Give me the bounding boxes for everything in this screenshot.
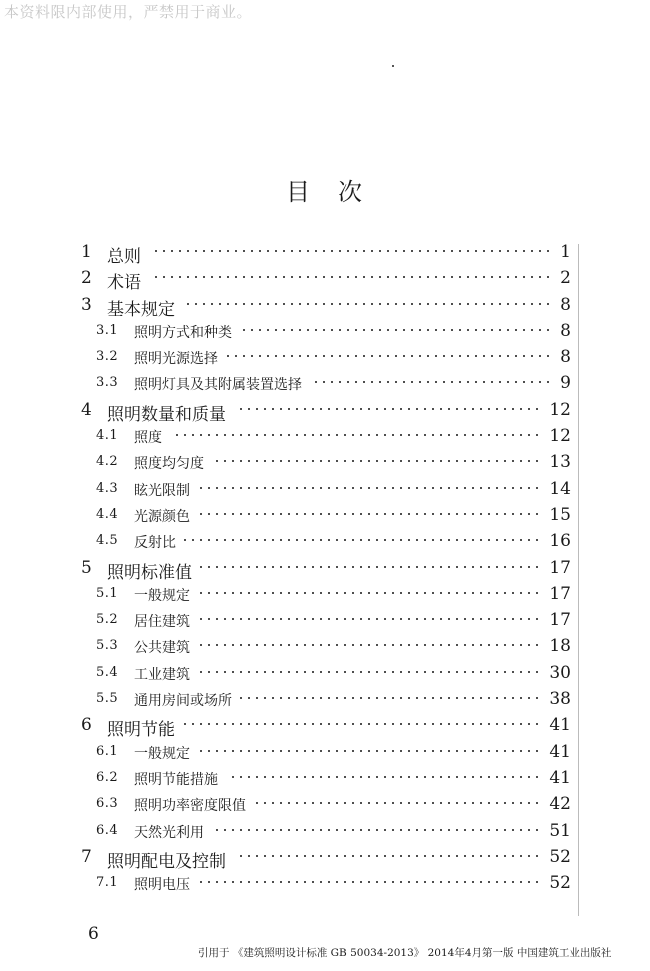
toc-entry-number: 5.4: [96, 664, 119, 680]
scan-edge-rule: [578, 244, 580, 916]
toc-entry-title: 反射比: [134, 535, 176, 552]
toc-dot-leader: [198, 644, 541, 646]
toc-entry-number: 6.2: [96, 769, 119, 785]
toc-entry-title: 总则: [107, 247, 141, 267]
toc-entry-number: 6.4: [96, 822, 119, 838]
toc-entry-title: 一般规定: [134, 745, 190, 762]
toc-dot-leader: [198, 592, 541, 594]
toc-dot-leader: [310, 381, 552, 383]
toc-dot-leader: [184, 539, 541, 541]
toc-entry-number: 3.2: [96, 349, 119, 365]
toc-entry-page: 9: [560, 373, 571, 394]
toc-entry-page: 41: [549, 715, 571, 736]
toc-section-entry[interactable]: [0, 475, 650, 501]
toc-entry-page: 12: [549, 426, 571, 447]
toc-dot-leader: [254, 802, 541, 804]
toc-section-entry[interactable]: [0, 501, 650, 527]
toc-chapter-entry[interactable]: [0, 264, 650, 294]
toc-dot-leader: [198, 881, 541, 883]
toc-entry-number: 2: [81, 268, 92, 289]
toc-entry-page: 2: [560, 268, 571, 289]
toc-entry-page: 8: [560, 294, 571, 315]
toc-dot-leader: [212, 460, 541, 462]
toc-dot-leader: [240, 697, 541, 699]
toc-dot-leader: [198, 671, 541, 673]
toc-dot-leader: [234, 408, 541, 410]
toc-entry-title: 照明节能措施: [134, 771, 218, 788]
toc-entry-number: 7.1: [96, 875, 119, 891]
toc-chapter-entry[interactable]: [0, 843, 650, 872]
scan-speck: [392, 65, 394, 67]
toc-entry-number: 4: [81, 399, 92, 420]
toc-entry-number: 3.3: [96, 375, 119, 391]
toc-entry-page: 38: [549, 689, 571, 710]
toc-entry-page: 18: [549, 636, 571, 657]
toc-entry-number: 5.3: [96, 638, 119, 654]
toc-section-entry[interactable]: [0, 790, 650, 816]
toc-entry-number: 4.4: [96, 506, 119, 522]
toc-dot-leader: [149, 276, 552, 278]
toc-entry-title: 照度: [134, 430, 162, 447]
toc-entry-number: 3: [81, 294, 92, 315]
toc-entry-number: 1: [81, 242, 92, 262]
toc-chapter-entry[interactable]: [0, 711, 650, 741]
toc-section-entry[interactable]: [0, 764, 650, 790]
toc-chapter-entry[interactable]: [0, 238, 650, 267]
toc-section-entry[interactable]: [0, 659, 650, 685]
toc-entry-number: 7: [81, 846, 92, 867]
citation-footer: 引用于 《建筑照明设计标准 GB 50034-2013》 2014年4月第一版 中国建筑工业出版社: [198, 947, 612, 959]
toc-chapter-entry[interactable]: [0, 396, 650, 425]
toc-dot-leader: [226, 355, 552, 357]
toc-dot-leader: [234, 855, 541, 857]
toc-dot-leader: [149, 250, 552, 252]
toc-section-entry[interactable]: [0, 685, 650, 711]
table-of-contents: [0, 238, 650, 895]
toc-entry-title: 一般规定: [134, 587, 190, 604]
toc-entry-page: 17: [549, 557, 571, 578]
toc-entry-title: 通用房间或场所: [134, 693, 232, 710]
toc-entry-page: 15: [549, 504, 571, 525]
toc-dot-leader: [212, 829, 541, 831]
toc-entry-page: 12: [549, 399, 571, 420]
toc-entry-number: 6.3: [96, 796, 119, 812]
toc-entry-title: 基本规定: [107, 299, 175, 320]
toc-dot-leader: [198, 750, 541, 752]
toc-dot-leader: [198, 618, 541, 620]
toc-dot-leader: [200, 566, 541, 568]
toc-entry-page: 17: [549, 610, 571, 631]
toc-entry-title: 照明方式和种类: [134, 324, 232, 341]
toc-entry-page: 41: [549, 767, 571, 788]
toc-section-entry[interactable]: [0, 817, 650, 843]
toc-entry-title: 照明数量和质量: [107, 404, 226, 425]
toc-entry-number: 4.3: [96, 480, 119, 496]
toc-dot-leader: [183, 303, 552, 305]
toc-section-entry[interactable]: [0, 632, 650, 658]
toc-entry-number: 6.1: [96, 743, 119, 759]
toc-entry-title: 照明节能: [107, 720, 175, 741]
toc-section-entry[interactable]: [0, 606, 650, 632]
toc-entry-page: 8: [560, 347, 571, 368]
toc-entry-page: 8: [560, 320, 571, 341]
toc-chapter-entry[interactable]: [0, 291, 650, 320]
toc-entry-number: 6: [81, 715, 92, 736]
toc-section-entry[interactable]: [0, 317, 650, 343]
toc-entry-number: 5.5: [96, 691, 119, 707]
toc-dot-leader: [240, 329, 552, 331]
toc-section-entry[interactable]: [0, 422, 650, 448]
toc-entry-number: 5.1: [96, 585, 119, 601]
page-title: 目 次: [286, 178, 364, 206]
toc-entry-title: 居住建筑: [134, 614, 190, 631]
toc-entry-page: 14: [549, 478, 571, 499]
toc-entry-number: 5.2: [96, 612, 119, 628]
toc-section-entry[interactable]: [0, 369, 650, 395]
toc-entry-title: 照度均匀度: [134, 456, 204, 473]
toc-entry-page: 52: [549, 846, 571, 867]
toc-entry-page: 16: [549, 531, 571, 552]
toc-entry-number: 4.1: [96, 428, 119, 444]
toc-entry-page: 1: [560, 242, 571, 262]
toc-dot-leader: [183, 723, 541, 725]
toc-entry-title: 天然光利用: [134, 824, 204, 841]
toc-section-entry[interactable]: [0, 527, 650, 553]
toc-entry-page: 52: [549, 873, 571, 894]
toc-section-entry[interactable]: [0, 738, 650, 764]
toc-section-entry[interactable]: [0, 869, 650, 895]
toc-entry-title: 术语: [107, 273, 141, 294]
toc-entry-title: 照明电压: [134, 877, 190, 894]
toc-dot-leader: [170, 434, 541, 436]
toc-dot-leader: [226, 776, 541, 778]
toc-entry-title: 照明灯具及其附属装置选择: [134, 377, 302, 394]
toc-entry-page: 42: [549, 794, 571, 815]
toc-entry-title: 照明光源选择: [134, 351, 218, 368]
toc-entry-page: 41: [549, 741, 571, 762]
toc-entry-page: 13: [549, 452, 571, 473]
toc-entry-page: 51: [549, 820, 571, 841]
toc-dot-leader: [198, 487, 541, 489]
toc-entry-title: 照明配电及控制: [107, 851, 226, 872]
watermark-text: 本资料限内部使用，严禁用于商业。: [4, 3, 253, 21]
toc-dot-leader: [198, 513, 541, 515]
toc-entry-title: 照明功率密度限值: [134, 798, 246, 815]
toc-entry-title: 照明标准值: [107, 562, 192, 583]
toc-entry-page: 30: [549, 662, 571, 683]
toc-entry-number: 4.2: [96, 454, 119, 470]
toc-chapter-entry[interactable]: [0, 554, 650, 583]
toc-section-entry[interactable]: [0, 580, 650, 606]
toc-entry-title: 工业建筑: [134, 666, 190, 683]
toc-entry-page: 17: [549, 583, 571, 604]
toc-entry-number: 5: [81, 557, 92, 578]
toc-entry-number: 3.1: [96, 322, 119, 338]
toc-entry-number: 4.5: [96, 533, 119, 549]
toc-section-entry[interactable]: [0, 448, 650, 474]
toc-entry-title: 光源颜色: [134, 508, 190, 525]
toc-entry-title: 公共建筑: [134, 640, 190, 657]
toc-section-entry[interactable]: [0, 343, 650, 369]
page-number: 6: [88, 924, 99, 944]
toc-entry-title: 眩光限制: [134, 482, 190, 499]
